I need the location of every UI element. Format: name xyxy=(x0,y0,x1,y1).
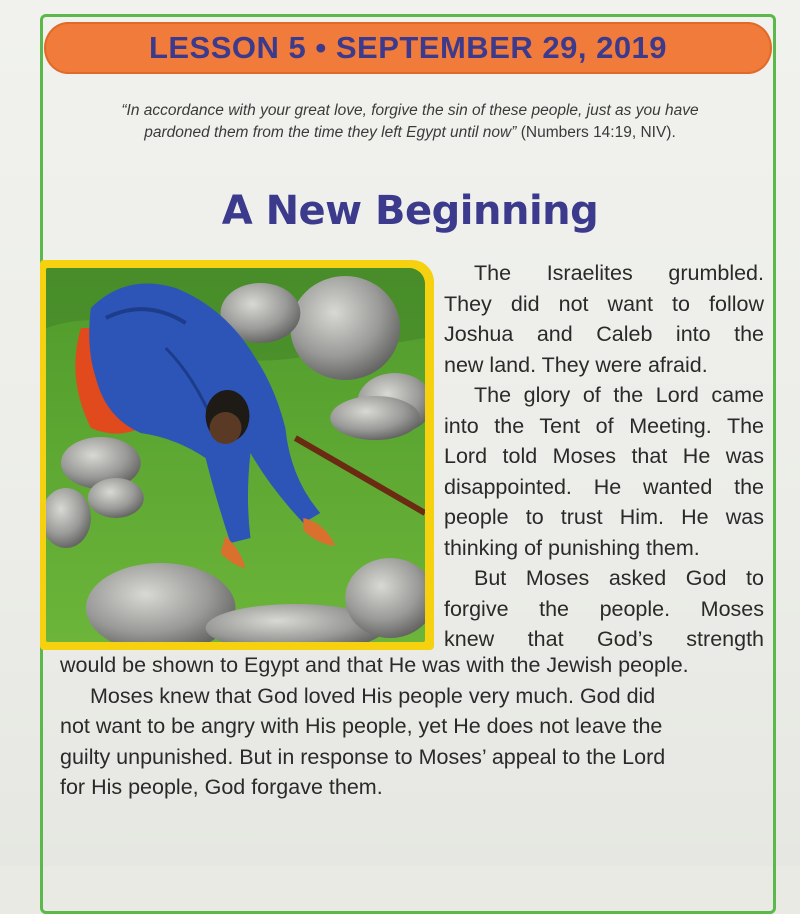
memory-verse-line-1: “In accordance with your great love, forgive the sin of these people, just as you have xyxy=(121,102,699,119)
paragraph-4-line-3: guilty unpunished. But in response to Moses’ appeal to the Lord xyxy=(60,744,666,769)
lesson-banner xyxy=(44,22,772,74)
paragraph-3-line-3: knew that God’s strength xyxy=(444,627,764,651)
paragraph-4-line-2: not want to be angry with His people, yet He does not leave the xyxy=(60,714,663,738)
paragraph-1-line-3: Joshua and Caleb into the xyxy=(444,322,764,346)
paragraph-2-line-6: thinking of punishing them. xyxy=(444,535,700,560)
paragraph-1-line-4: new land. They were afraid. xyxy=(444,352,708,377)
paragraph-2-line-1: The glory of the Lord came xyxy=(474,383,764,407)
page-title: A New Beginning xyxy=(221,188,599,234)
wrapped-text-column xyxy=(444,258,764,655)
moses-praying-illustration xyxy=(40,260,434,650)
paragraph-2-line-3: Lord told Moses that He was xyxy=(444,444,764,468)
illustration-art xyxy=(46,268,425,642)
paragraph-2-line-2: into the Tent of Meeting. The xyxy=(444,413,764,438)
paragraph-2-line-5: people to trust Him. He was xyxy=(444,505,764,529)
paragraph-3-line-2: forgive the people. Moses xyxy=(444,596,764,621)
paragraph-3-line-1: But Moses asked God to xyxy=(474,566,764,590)
paragraph-4-line-1: Moses knew that God loved His people very much. God did xyxy=(90,683,656,708)
paragraph-4-line-4: for His people, God forgave them. xyxy=(60,775,383,799)
full-width-text xyxy=(60,650,766,803)
paragraph-3-line-4: would be shown to Egypt and that He was with the Jewish people. xyxy=(60,653,689,677)
paragraph-2-line-4: disappointed. He wanted the xyxy=(444,474,764,499)
memory-verse xyxy=(70,100,750,144)
paragraph-1-line-1: The Israelites grumbled. xyxy=(474,261,764,285)
memory-verse-line-2: pardoned them from the time they left Egypt until now” xyxy=(144,124,517,141)
memory-verse-reference: (Numbers 14:19, NIV). xyxy=(520,124,676,141)
paragraph-1-line-2: They did not want to follow xyxy=(444,291,764,316)
lesson-banner-text: LESSON 5 • SEPTEMBER 29, 2019 xyxy=(148,30,668,65)
